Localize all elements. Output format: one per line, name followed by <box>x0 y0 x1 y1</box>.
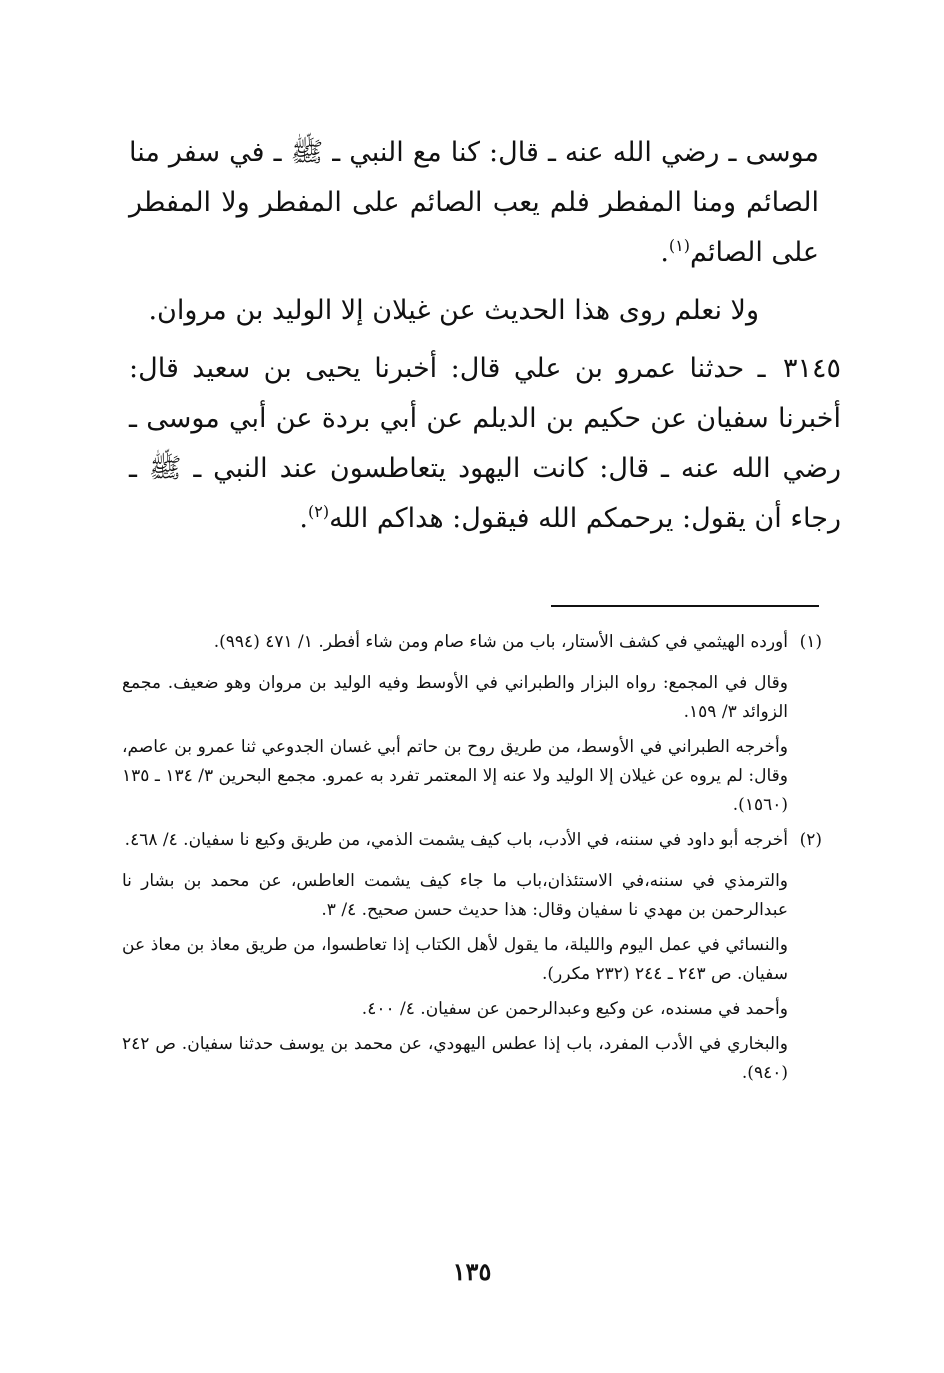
footnote-1 <box>122 628 822 663</box>
footnote-body <box>122 826 788 861</box>
footnote-2 <box>122 826 822 861</box>
paragraph-end: . <box>299 503 309 534</box>
footnote-ref-1[interactable]: (١) <box>668 236 690 255</box>
hadith-paragraph <box>129 344 841 544</box>
footnote-line: وقال في المجمع: رواه البزار والطبراني في الأوسط وفيه الوليد بن مروان وهو ضعيف. مجمع الزوائد ٣/ ١٥٩. <box>122 673 788 722</box>
hadith-number: ٣١٤٥ <box>782 353 841 384</box>
footnote-line: وأخرجه الطبراني في الأوسط، من طريق روح بن حاتم أبي غسان الجدوعي ثنا عمرو بن عاصم، وقال: لم يروه عن غيلان إلا الوليد ولا عنه إلا المعتمر تفرد به عمرو. مجمع البحرين ٣/ ١٣٤ ـ ١٣٥ (١٥٦٠). <box>122 737 788 815</box>
main-paragraph-2 <box>129 286 819 336</box>
paragraph-text: ولا نعلم روى هذا الحديث عن غيلان إلا الوليد بن مروان. <box>148 295 759 326</box>
footnote-line: أخرجه أبو داود في سننه، في الأدب، باب كيف يشمت الذمي، من طريق وكيع نا سفيان. ٤/ ٤٦٨. <box>124 830 788 850</box>
footnotes <box>122 628 822 1094</box>
page-number: ١٣٥ <box>452 1257 492 1286</box>
footnote-ref-2[interactable]: (٢) <box>308 502 330 521</box>
footnote-separator <box>551 605 819 607</box>
footnote-line: والترمذي في سننه،في الاستئذان،باب ما جاء كيف يشمت العاطس، عن محمد بن بشار نا عبدالرحمن بن مهدي نا سفيان وقال: هذا حديث حسن صحيح. ٤/ ٣. <box>122 871 788 920</box>
footnote-number: (٢) <box>799 830 822 850</box>
paragraph-text: موسى ـ رضي الله عنه ـ قال: كنا مع النبي ـ ﷺ ـ في سفر منا الصائم ومنا المفطر فلم يعب الصائم على المفطر ولا المفطر على الصائم <box>129 137 819 268</box>
footnote-line: والبخاري في الأدب المفرد، باب إذا عطس اليهودي، عن محمد بن يوسف حدثنا سفيان. ص ٢٤٢ (٩٤٠). <box>122 1034 788 1083</box>
footnote-line: والنسائي في عمل اليوم والليلة، ما يقول لأهل الكتاب إذا تعاطسوا، من طريق معاذ بن معاذ عن سفيان. ص ٢٤٣ ـ ٢٤٤ (٢٣٢ مكرر). <box>122 935 788 984</box>
main-text <box>129 128 841 544</box>
paragraph-end: . <box>660 237 669 268</box>
paragraph-text: ـ حدثنا عمرو بن علي قال: أخبرنا يحيى بن سعيد قال: أخبرنا سفيان عن حكيم بن الديلم عن أبي بردة عن أبي موسى ـ رضي الله عنه ـ قال: كانت اليهود يتعاطسون عند النبي ـ ﷺ ـ رجاء أن يقول: يرحمكم الله فيقول: هداكم الله <box>129 353 841 534</box>
main-paragraph-1 <box>129 128 819 278</box>
footnote-number: (١) <box>799 632 822 652</box>
footnote-line: أورده الهيثمي في كشف الأستار، باب من شاء صام ومن شاء أفطر. ١/ ٤٧١ (٩٩٤). <box>213 632 788 652</box>
footnote-line: وأحمد في مسنده، عن وكيع وعبدالرحمن عن سفيان. ٤/ ٤٠٠. <box>361 999 788 1019</box>
footnote-body <box>122 628 788 663</box>
